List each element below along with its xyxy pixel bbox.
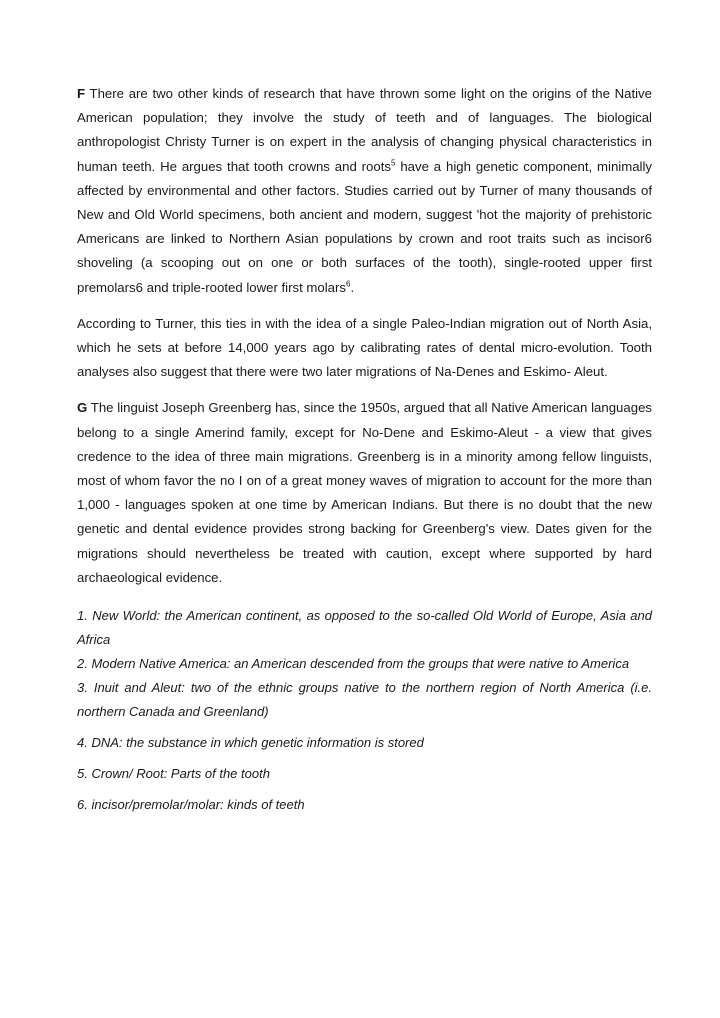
document-page [77,82,652,817]
footnote-5: 5. Crown/ Root: Parts of the tooth [77,766,270,782]
footnote-ref-5: 5 [390,158,396,168]
footnote-1: 1. New World: the American continent, as opposed to the so-called Old World of Europe, Asia and Africa [77,608,652,648]
footnote-3: 3. Inuit and Aleut: two of the ethnic groups native to the northern region of North America (i.e. northern Canada and Greenland) [77,680,652,720]
paragraph-marker-f: F [77,86,86,101]
paragraph-turner [77,312,652,385]
paragraph-g-text: The linguist Joseph Greenberg has, since the 1950s, argued that all Native American languages belong to a single Amerind family, except for No-Dene and Eskimo-Aleut - a view that gives credence to the idea of three main migrations. Greenberg is in a minority among fellow linguists, most of whom favor the no I on of a great money waves of migration to account for the more than 1,000 - languages spoken at one time by American Indians. But there is no doubt that the new genetic and dental evidence provides strong backing for Greenberg's view. Dates given for the migrations should nevertheless be treated with caution, except where supported by hard archaeological evidence. [77,400,652,585]
footnotes [77,604,652,817]
footnote-4: 4. DNA: the substance in which genetic information is stored [77,735,424,751]
footnote-2: 2. Modern Native America: an American descended from the groups that were native to America [77,656,630,672]
paragraph-f-text-3: . [350,279,355,295]
paragraph-f-text-1: There are two other kinds of research that have thrown some light on the origins of the Native American population; they involve the study of teeth and of languages. The biological anthropologist Christy Turner is on expert in the analysis of changing physical characteristics in human teeth. He argues that tooth crowns and roots [77,86,652,174]
paragraph-turner-text: According to Turner, this ties in with the idea of a single Paleo-Indian migration out of North Asia, which he sets at before 14,000 years ago by calibrating rates of dental micro-evolution. Tooth analyses also suggest that there were two later migrations of Na-Denes and Eskimo- Aleut. [77,315,652,380]
paragraph-f [77,82,652,300]
footnote-ref-6: 6 [345,279,351,289]
footnote-6: 6. incisor/premolar/molar: kinds of teeth [77,797,305,813]
paragraph-f-text-2: have a high genetic component, minimally affected by environmental and other factors. Studies carried out by Turner of many thousands of New and Old World specimens, both ancient and modern, suggest 'hot the majority of prehistoric Americans are linked to Northern Asian populations by crown and root traits such as incisor6 shoveling (a scooping out on one or both surfaces of the tooth), single-rooted upper first premolars6 and triple-rooted lower first molars [77,158,652,295]
paragraph-g [77,396,652,590]
paragraph-marker-g: G [77,400,88,416]
